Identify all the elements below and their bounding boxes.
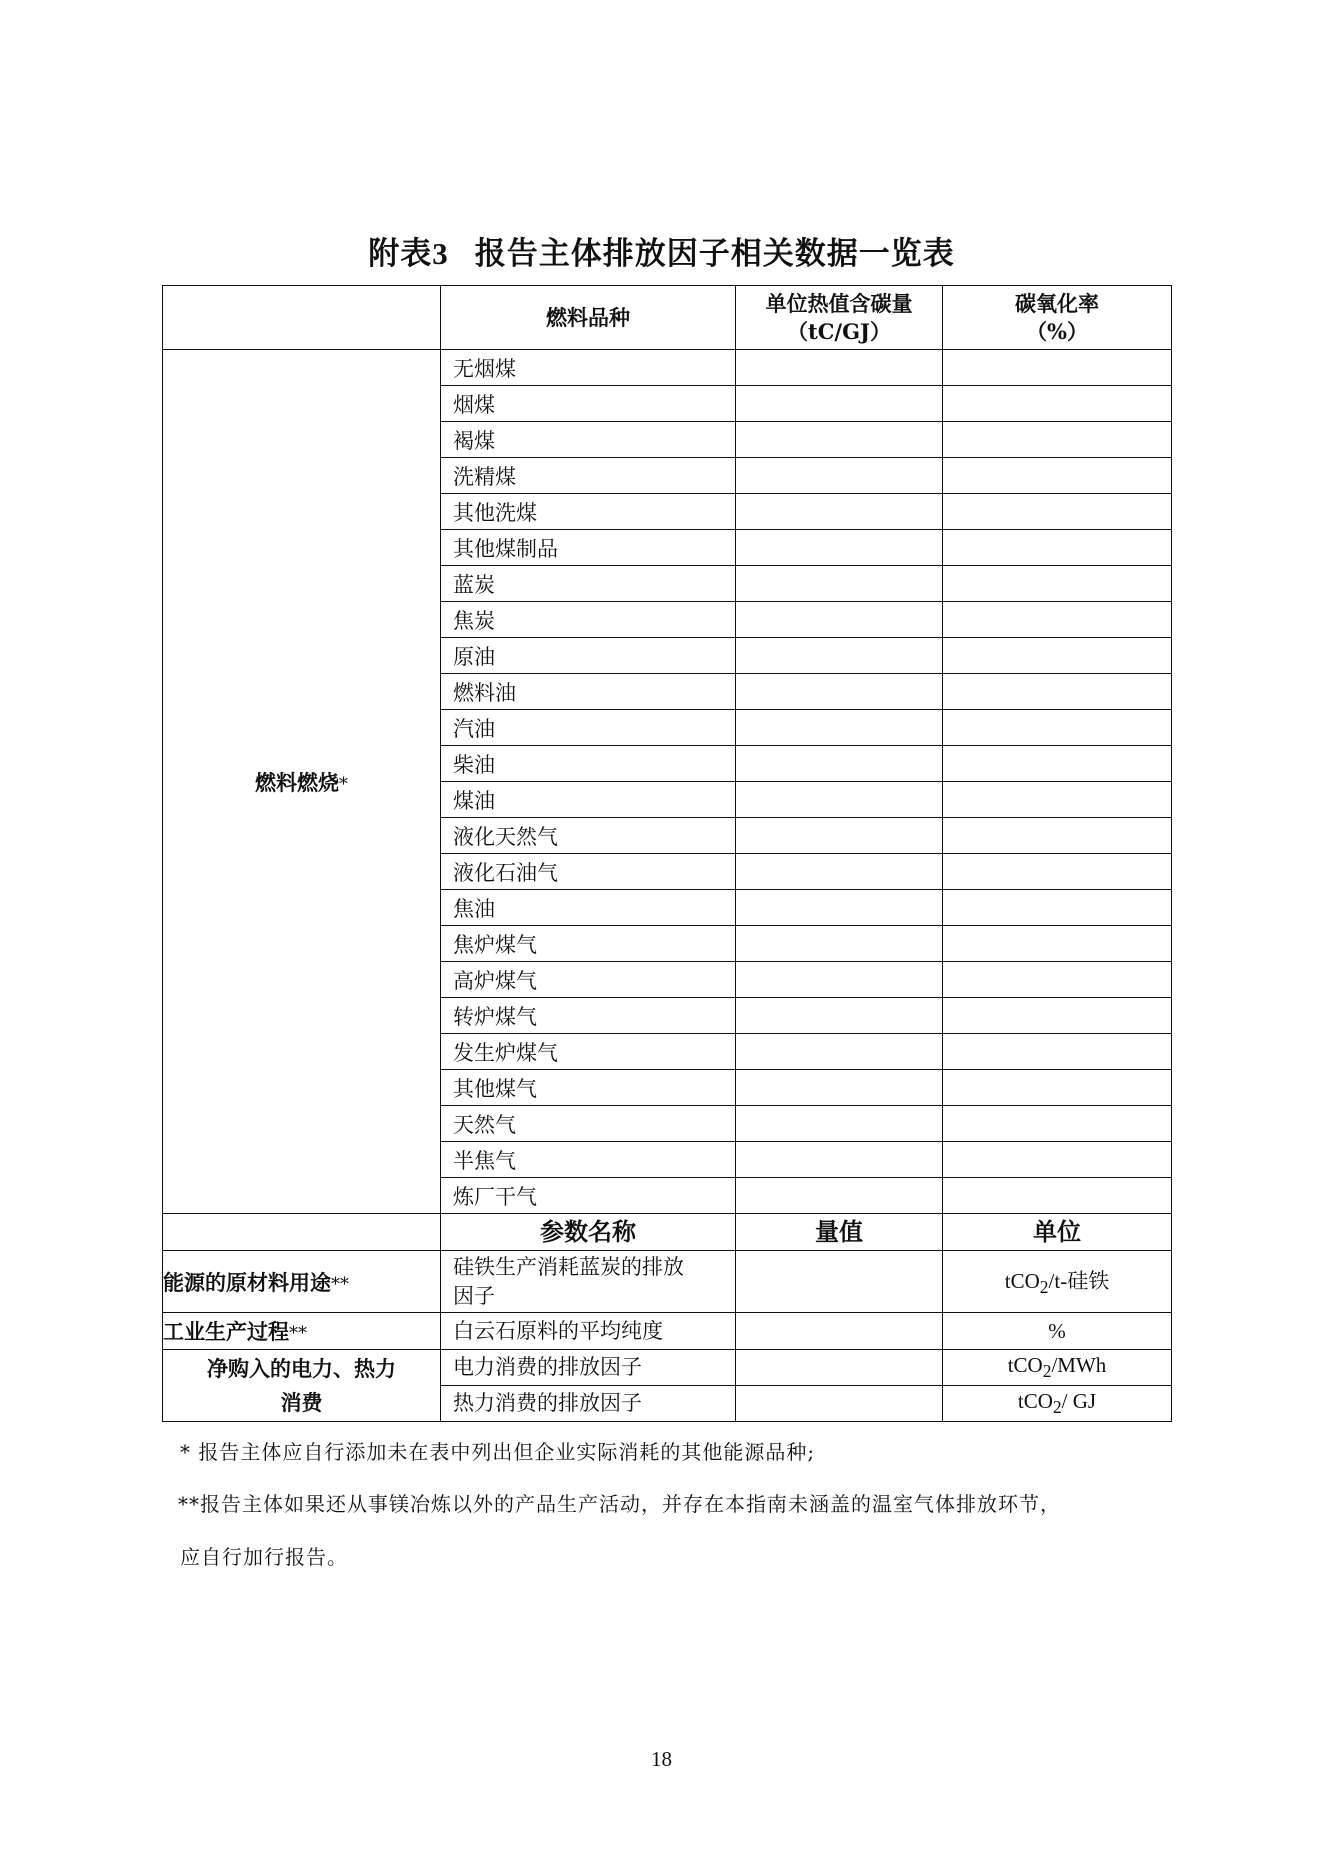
carbon-content-cell[interactable] <box>736 998 943 1034</box>
unit-text: /MWh <box>1051 1352 1107 1377</box>
unit-subscript: 2 <box>1039 1277 1049 1298</box>
carbon-content-cell[interactable] <box>736 1178 943 1214</box>
oxidation-rate-cell[interactable] <box>943 1034 1172 1070</box>
industrial-value-cell[interactable] <box>736 1313 943 1350</box>
carbon-content-cell[interactable] <box>736 674 943 710</box>
oxidation-rate-cell[interactable] <box>943 530 1172 566</box>
carbon-content-cell[interactable] <box>736 566 943 602</box>
header-carbon-content-line2: （tC/GJ） <box>787 318 891 344</box>
purchased-label-line2: 消费 <box>280 1389 323 1415</box>
power-param: 电力消费的排放因子 <box>441 1350 736 1386</box>
fuel-name: 炼厂干气 <box>441 1178 736 1214</box>
carbon-content-cell[interactable] <box>736 962 943 998</box>
oxidation-rate-cell[interactable] <box>943 1106 1172 1142</box>
oxidation-rate-cell[interactable] <box>943 458 1172 494</box>
oxidation-rate-cell[interactable] <box>943 782 1172 818</box>
industrial-process-label <box>163 1313 441 1350</box>
table-header-row <box>163 286 1172 350</box>
oxidation-rate-cell[interactable] <box>943 962 1172 998</box>
footnote-2-line2: 应自行加行报告。 <box>180 1545 348 1569</box>
unit-text: /t-硅铁 <box>1048 1268 1110 1293</box>
carbon-content-cell[interactable] <box>736 1142 943 1178</box>
heat-unit <box>943 1386 1172 1422</box>
heat-value-cell[interactable] <box>736 1386 943 1422</box>
oxidation-rate-cell[interactable] <box>943 566 1172 602</box>
fuel-name: 原油 <box>441 638 736 674</box>
page-title <box>0 228 1323 273</box>
oxidation-rate-cell[interactable] <box>943 386 1172 422</box>
param-header-blank <box>163 1214 441 1251</box>
unit-text: tCO <box>1017 1388 1053 1413</box>
unit-subscript: 2 <box>1052 1397 1062 1418</box>
oxidation-rate-cell[interactable] <box>943 638 1172 674</box>
header-oxidation-rate <box>943 286 1172 350</box>
footnote-1: * 报告主体应自行添加未在表中列出但企业实际消耗的其他能源品种; <box>180 1440 816 1464</box>
fuel-name: 半焦气 <box>441 1142 736 1178</box>
raw-material-row <box>163 1251 1172 1313</box>
carbon-content-cell[interactable] <box>736 818 943 854</box>
raw-material-unit <box>943 1251 1172 1313</box>
title-prefix: 附表 <box>368 236 433 272</box>
header-blank-cell <box>163 286 441 350</box>
oxidation-rate-cell[interactable] <box>943 422 1172 458</box>
carbon-content-cell[interactable] <box>736 890 943 926</box>
carbon-content-cell[interactable] <box>736 746 943 782</box>
raw-material-asterisk: ** <box>331 1273 349 1295</box>
carbon-content-cell[interactable] <box>736 494 943 530</box>
unit-text: tCO <box>1007 1352 1043 1377</box>
carbon-content-cell[interactable] <box>736 530 943 566</box>
fuel-name: 其他煤气 <box>441 1070 736 1106</box>
fuel-name: 液化天然气 <box>441 818 736 854</box>
header-carbon-content <box>736 286 943 350</box>
carbon-content-cell[interactable] <box>736 638 943 674</box>
fuel-name: 燃料油 <box>441 674 736 710</box>
unit-text: tCO <box>1004 1268 1040 1293</box>
fuel-combustion-label-text: 燃料燃烧 <box>255 769 339 795</box>
oxidation-rate-cell[interactable] <box>943 926 1172 962</box>
fuel-name: 液化石油气 <box>441 854 736 890</box>
oxidation-rate-cell[interactable] <box>943 674 1172 710</box>
oxidation-rate-cell[interactable] <box>943 890 1172 926</box>
industrial-param: 白云石原料的平均纯度 <box>441 1313 736 1350</box>
oxidation-rate-cell[interactable] <box>943 1142 1172 1178</box>
fuel-name: 蓝炭 <box>441 566 736 602</box>
raw-material-label-text: 能源的原材料用途 <box>163 1269 331 1295</box>
emission-factor-table <box>162 285 1172 1422</box>
fuel-name: 转炉煤气 <box>441 998 736 1034</box>
footnote-2-line1: **报告主体如果还从事镁冶炼以外的产品生产活动，并存在本指南未涵盖的温室气体排放环节， <box>178 1492 1061 1516</box>
fuel-name: 天然气 <box>441 1106 736 1142</box>
purchased-label <box>163 1350 441 1422</box>
fuel-name: 汽油 <box>441 710 736 746</box>
unit-text: / GJ <box>1061 1388 1097 1413</box>
heat-param: 热力消费的排放因子 <box>441 1386 736 1422</box>
industrial-unit: % <box>943 1313 1172 1350</box>
carbon-content-cell[interactable] <box>736 386 943 422</box>
oxidation-rate-cell[interactable] <box>943 494 1172 530</box>
power-value-cell[interactable] <box>736 1350 943 1386</box>
fuel-name: 其他煤制品 <box>441 530 736 566</box>
fuel-row <box>163 350 1172 386</box>
raw-material-value-cell[interactable] <box>736 1251 943 1313</box>
oxidation-rate-cell[interactable] <box>943 854 1172 890</box>
fuel-name: 发生炉煤气 <box>441 1034 736 1070</box>
carbon-content-cell[interactable] <box>736 782 943 818</box>
fuel-name: 无烟煤 <box>441 350 736 386</box>
header-carbon-content-line1: 单位热值含碳量 <box>765 290 913 316</box>
raw-material-param-line2: 因子 <box>453 1283 495 1308</box>
param-header-row <box>163 1214 1172 1251</box>
oxidation-rate-cell[interactable] <box>943 350 1172 386</box>
oxidation-rate-cell[interactable] <box>943 998 1172 1034</box>
oxidation-rate-cell[interactable] <box>943 710 1172 746</box>
fuel-name: 其他洗煤 <box>441 494 736 530</box>
industrial-label-text: 工业生产过程 <box>163 1319 289 1344</box>
oxidation-rate-cell[interactable] <box>943 818 1172 854</box>
page-number: 18 <box>651 1747 672 1771</box>
header-oxidation-line2: （%） <box>1026 318 1088 344</box>
header-oxidation-line1: 碳氧化率 <box>1015 290 1099 316</box>
carbon-content-cell[interactable] <box>736 602 943 638</box>
fuel-name: 柴油 <box>441 746 736 782</box>
carbon-content-cell[interactable] <box>736 1034 943 1070</box>
power-row <box>163 1350 1172 1386</box>
fuel-name: 焦炉煤气 <box>441 926 736 962</box>
carbon-content-cell[interactable] <box>736 350 943 386</box>
industrial-process-row <box>163 1313 1172 1350</box>
header-fuel-type: 燃料品种 <box>441 286 736 350</box>
fuel-combustion-label <box>163 350 441 1214</box>
power-unit <box>943 1350 1172 1386</box>
carbon-content-cell[interactable] <box>736 458 943 494</box>
carbon-content-cell[interactable] <box>736 710 943 746</box>
carbon-content-cell[interactable] <box>736 422 943 458</box>
unit-subscript: 2 <box>1042 1361 1052 1382</box>
title-text: 报告主体排放因子相关数据一览表 <box>474 236 955 272</box>
title-number: 3 <box>432 236 449 271</box>
carbon-content-cell[interactable] <box>736 926 943 962</box>
industrial-asterisk: ** <box>289 1323 307 1344</box>
raw-material-label <box>163 1251 441 1313</box>
carbon-content-cell[interactable] <box>736 854 943 890</box>
fuel-name: 焦油 <box>441 890 736 926</box>
oxidation-rate-cell[interactable] <box>943 746 1172 782</box>
oxidation-rate-cell[interactable] <box>943 1178 1172 1214</box>
oxidation-rate-cell[interactable] <box>943 1070 1172 1106</box>
raw-material-param <box>441 1251 736 1313</box>
param-header-unit: 单位 <box>943 1214 1172 1251</box>
raw-material-param-line1: 硅铁生产消耗蓝炭的排放 <box>453 1254 684 1279</box>
param-header-name: 参数名称 <box>441 1214 736 1251</box>
fuel-combustion-asterisk: * <box>339 773 348 795</box>
fuel-name: 褐煤 <box>441 422 736 458</box>
fuel-name: 焦炭 <box>441 602 736 638</box>
carbon-content-cell[interactable] <box>736 1070 943 1106</box>
fuel-name: 高炉煤气 <box>441 962 736 998</box>
oxidation-rate-cell[interactable] <box>943 602 1172 638</box>
fuel-name: 洗精煤 <box>441 458 736 494</box>
param-header-value: 量值 <box>736 1214 943 1251</box>
fuel-name: 烟煤 <box>441 386 736 422</box>
fuel-name: 煤油 <box>441 782 736 818</box>
carbon-content-cell[interactable] <box>736 1106 943 1142</box>
purchased-label-line1: 净购入的电力、热力 <box>207 1355 396 1381</box>
